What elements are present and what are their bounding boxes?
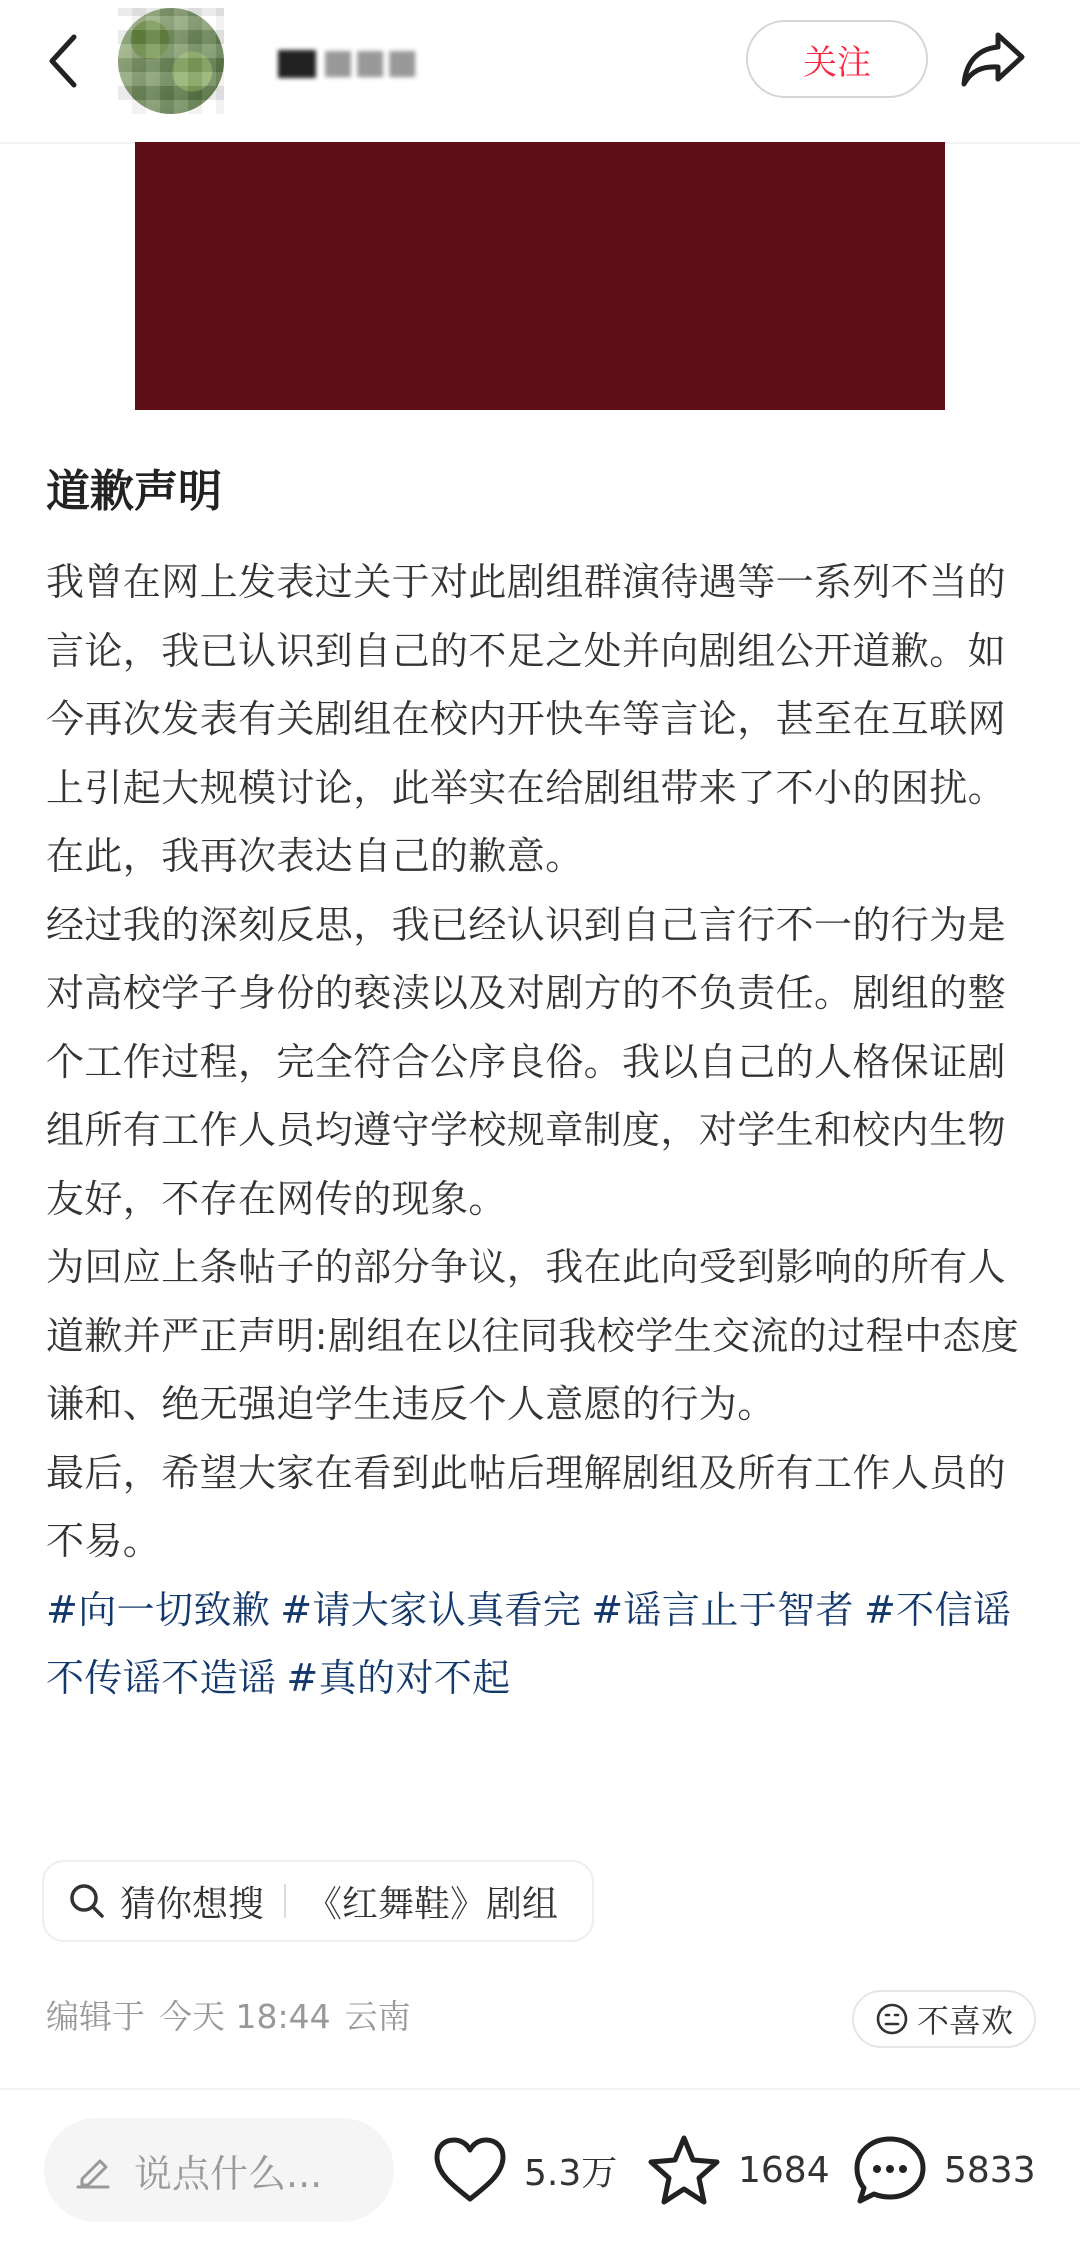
post-title: 道歉声明 [46,466,222,517]
star-icon [646,2133,722,2207]
author-name[interactable]: ■■■ [278,44,398,80]
post-location: 云南 [344,1997,411,2036]
post-image[interactable] [135,142,945,410]
search-icon [68,1882,106,1920]
comment-input[interactable] [44,2118,394,2222]
comment-placeholder: 说点什么... [134,2151,323,2196]
post-paragraph: 为回应上条帖子的部分争议，我在此向受到影响的所有人道歉并严正声明:剧组在以往同我校学生交流的过程中态度谦和、绝无强迫学生违反个人意愿的行为。 [46,1245,1020,1426]
collect-button[interactable] [646,2128,830,2212]
hashtag-link[interactable]: #向一切致歉 [46,1587,271,1632]
edited-time: 今天 18:44 [159,1997,331,2036]
collect-count: 1684 [738,2149,830,2191]
divider [0,2088,1080,2090]
frown-face-icon [875,2002,909,2036]
chevron-left-icon [46,33,80,89]
post-paragraph: 最后，希望大家在看到此帖后理解剧组及所有工作人员的不易。 [46,1450,1007,1563]
like-button[interactable] [432,2128,617,2212]
share-button[interactable] [958,26,1028,92]
heart-icon [432,2135,508,2205]
search-suggestion-prefix: 猜你想搜 [120,1883,265,1925]
hashtag-link[interactable]: #真的对不起 [286,1656,511,1700]
comment-button[interactable] [852,2128,1036,2212]
back-button[interactable] [38,28,88,94]
hashtag-list [46,1576,1036,1713]
pencil-icon [74,2151,112,2189]
comment-count: 5833 [944,2149,1036,2191]
search-suggestion-chip[interactable] [42,1860,594,1942]
post-meta [46,1994,425,2040]
divider [284,1884,286,1918]
post-paragraph: 我曾在网上发表过关于对此剧组群演待遇等一系列不当的言论，我已认识到自己的不足之处并向剧组公开道歉。如今再次发表有关剧组在校内开快车等言论，甚至在互联网上引起大规模讨论，此举实在给剧组带来了不小的困扰。在此，我再次表达自己的歉意。 [46,560,1007,878]
post-body [46,548,1036,1713]
like-count: 5.3万 [524,2152,618,2194]
chat-bubble-icon [852,2133,928,2207]
avatar[interactable] [118,8,224,114]
search-suggestion-query: 《红舞鞋》剧组 [306,1883,559,1925]
edited-label: 编辑于 [46,1997,145,2036]
share-icon [960,29,1026,89]
follow-button[interactable]: 关注 [746,20,928,98]
hashtag-link[interactable]: #请大家认真看完 [280,1587,582,1632]
dislike-label: 不喜欢 [916,2002,1013,2040]
dislike-button[interactable] [852,1990,1036,2048]
hashtag-link[interactable]: #谣言止于智者 [591,1587,854,1632]
top-bar [0,0,1080,144]
post-paragraph: 经过我的深刻反思，我已经认识到自己言行不一的行为是对高校学子身份的亵渎以及对剧方的不负责任。剧组的整个工作过程，完全符合公序良俗。我以自己的人格保证剧组所有工作人员均遵守学校规章制度，对学生和校内生物友好，不存在网传的现象。 [46,902,1007,1221]
hashtag-link[interactable]: #不信谣不传谣不造谣 [46,1587,1012,1700]
